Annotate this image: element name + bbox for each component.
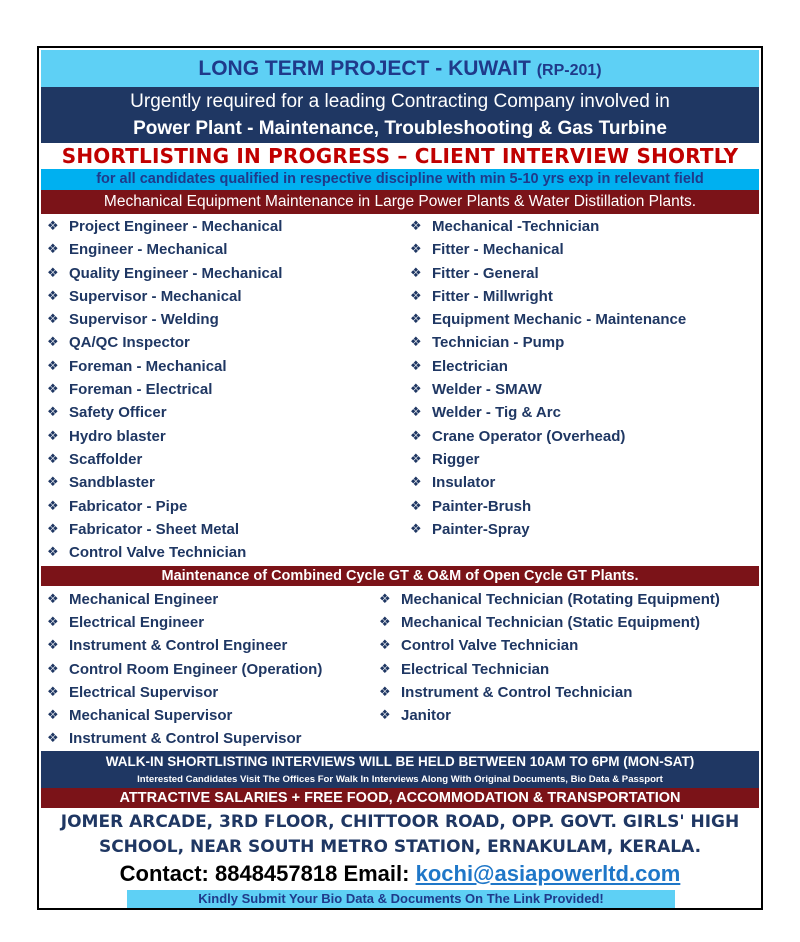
diamond-bullet-icon: ❖ bbox=[47, 312, 59, 328]
diamond-bullet-icon: ❖ bbox=[47, 592, 59, 607]
job-title: Mechanical Technician (Static Equipment) bbox=[401, 614, 700, 632]
job-list-item bbox=[402, 518, 686, 541]
contact-line bbox=[41, 859, 759, 889]
job-list-item bbox=[402, 285, 686, 308]
diamond-bullet-icon: ❖ bbox=[47, 638, 59, 654]
diamond-bullet-icon: ❖ bbox=[47, 358, 59, 374]
job-list-item bbox=[402, 308, 686, 331]
section2-left-list bbox=[39, 588, 322, 750]
diamond-bullet-icon: ❖ bbox=[47, 219, 59, 234]
title-main: LONG TERM PROJECT - bbox=[198, 57, 449, 80]
diamond-bullet-icon: ❖ bbox=[47, 498, 59, 514]
job-list-item bbox=[371, 611, 720, 634]
title-country: KUWAIT bbox=[448, 57, 537, 80]
job-list-item bbox=[39, 285, 282, 308]
diamond-bullet-icon: ❖ bbox=[47, 545, 59, 561]
job-title: Technician - Pump bbox=[432, 334, 565, 352]
diamond-bullet-icon: ❖ bbox=[47, 428, 59, 444]
job-title: Fabricator - Sheet Metal bbox=[69, 520, 240, 538]
job-title: Foreman - Mechanical bbox=[69, 357, 227, 375]
diamond-bullet-icon: ❖ bbox=[379, 592, 391, 607]
title-code: (RP-201) bbox=[536, 62, 602, 79]
job-title: Mechanical Supervisor bbox=[69, 706, 233, 724]
diamond-bullet-icon: ❖ bbox=[47, 731, 59, 747]
diamond-bullet-icon: ❖ bbox=[410, 428, 422, 444]
diamond-bullet-icon: ❖ bbox=[47, 684, 59, 700]
email-link[interactable]: kochi@asiapowerltd.com bbox=[415, 861, 681, 886]
job-title: Control Room Engineer (Operation) bbox=[69, 660, 323, 678]
address-line-1: JOMER ARCADE, 3RD FLOOR, CHITTOOR ROAD, OPP. GOVT. GIRLS' HIGH bbox=[60, 812, 740, 832]
job-list-item bbox=[39, 378, 282, 401]
job-title: Insulator bbox=[432, 474, 496, 492]
diamond-bullet-icon: ❖ bbox=[410, 335, 422, 351]
job-list-item bbox=[39, 588, 322, 611]
job-list-item bbox=[39, 238, 282, 261]
diamond-bullet-icon: ❖ bbox=[410, 451, 422, 467]
benefits-banner: ATTRACTIVE SALARIES + FREE FOOD, ACCOMMODATION & TRANSPORTATION bbox=[41, 788, 759, 808]
job-list-item bbox=[39, 471, 282, 494]
job-title: Equipment Mechanic - Maintenance bbox=[432, 311, 687, 329]
job-list-item bbox=[39, 215, 282, 238]
diamond-bullet-icon: ❖ bbox=[47, 451, 59, 467]
job-list-item bbox=[371, 634, 720, 657]
address-line-2: SCHOOL, NEAR SOUTH METRO STATION, ERNAKULAM, KERALA. bbox=[98, 837, 702, 857]
job-title: Safety Officer bbox=[69, 404, 167, 422]
job-title: Control Valve Technician bbox=[69, 544, 247, 562]
shortlisting-banner: SHORTLISTING IN PROGRESS – CLIENT INTERVIEW SHORTLY bbox=[61, 144, 739, 168]
job-list-item bbox=[39, 425, 282, 448]
diamond-bullet-icon: ❖ bbox=[410, 219, 422, 234]
diamond-bullet-icon: ❖ bbox=[410, 312, 422, 328]
diamond-bullet-icon: ❖ bbox=[47, 335, 59, 351]
job-title: Janitor bbox=[401, 706, 452, 724]
diamond-bullet-icon: ❖ bbox=[47, 288, 59, 304]
diamond-bullet-icon: ❖ bbox=[379, 638, 391, 654]
job-list-item bbox=[39, 727, 322, 750]
diamond-bullet-icon: ❖ bbox=[410, 358, 422, 374]
job-title: Control Valve Technician bbox=[401, 637, 579, 655]
job-list-item bbox=[371, 658, 720, 681]
job-title: Engineer - Mechanical bbox=[69, 241, 228, 259]
job-list-item bbox=[39, 634, 322, 657]
contact-label: Contact: 8848457818 Email: bbox=[119, 861, 416, 886]
job-title: QA/QC Inspector bbox=[69, 334, 190, 352]
job-list-item bbox=[402, 378, 686, 401]
job-list-item bbox=[39, 611, 322, 634]
job-list-item bbox=[402, 238, 686, 261]
job-title: Welder - SMAW bbox=[432, 381, 542, 399]
diamond-bullet-icon: ❖ bbox=[379, 707, 391, 723]
job-list-item bbox=[402, 495, 686, 518]
job-list-item bbox=[402, 425, 686, 448]
diamond-bullet-icon: ❖ bbox=[410, 498, 422, 514]
diamond-bullet-icon: ❖ bbox=[410, 521, 422, 537]
job-list-item bbox=[39, 541, 282, 564]
job-list-item bbox=[39, 704, 322, 727]
section2-right-list bbox=[371, 588, 720, 727]
intro-line: Urgently required for a leading Contracting Company involved in bbox=[41, 87, 759, 116]
job-list-item bbox=[402, 331, 686, 354]
section1-title: Mechanical Equipment Maintenance in Large Power Plants & Water Distillation Plants. bbox=[41, 190, 759, 214]
diamond-bullet-icon: ❖ bbox=[47, 661, 59, 677]
job-list-item bbox=[39, 331, 282, 354]
job-title: Electrical Supervisor bbox=[69, 683, 219, 701]
job-title: Electrical Engineer bbox=[69, 614, 205, 632]
diamond-bullet-icon: ❖ bbox=[410, 382, 422, 398]
job-list-item bbox=[402, 215, 686, 238]
job-title: Hydro blaster bbox=[69, 427, 166, 445]
job-list-item bbox=[39, 658, 322, 681]
job-list-item bbox=[39, 401, 282, 424]
job-list-item bbox=[371, 681, 720, 704]
job-list-item bbox=[39, 308, 282, 331]
job-title: Mechanical Engineer bbox=[69, 591, 219, 608]
industry-line: Power Plant - Maintenance, Troubleshooting & Gas Turbine bbox=[41, 116, 759, 143]
diamond-bullet-icon: ❖ bbox=[379, 661, 391, 677]
visit-note: Interested Candidates Visit The Offices For Walk In Interviews Along With Original Documents, Bio Data & Passport bbox=[41, 772, 759, 788]
job-title: Instrument & Control Technician bbox=[401, 683, 633, 701]
diamond-bullet-icon: ❖ bbox=[47, 475, 59, 491]
job-title: Painter-Brush bbox=[432, 497, 532, 515]
diamond-bullet-icon: ❖ bbox=[410, 265, 422, 281]
job-list-item bbox=[402, 471, 686, 494]
diamond-bullet-icon: ❖ bbox=[47, 265, 59, 281]
job-title: Fabricator - Pipe bbox=[69, 497, 188, 515]
job-list-item bbox=[371, 704, 720, 727]
project-title bbox=[41, 50, 759, 87]
job-list-item bbox=[39, 518, 282, 541]
job-title: Rigger bbox=[432, 450, 480, 468]
job-title: Instrument & Control Supervisor bbox=[69, 730, 302, 748]
job-title: Fitter - Mechanical bbox=[432, 241, 564, 259]
job-title: Supervisor - Mechanical bbox=[69, 287, 242, 305]
job-title: Supervisor - Welding bbox=[69, 311, 219, 329]
job-title: Instrument & Control Engineer bbox=[69, 637, 288, 655]
section2-title: Maintenance of Combined Cycle GT & O&M of Open Cycle GT Plants. bbox=[41, 566, 759, 586]
job-title: Electrical Technician bbox=[401, 660, 550, 678]
job-title: Quality Engineer - Mechanical bbox=[69, 264, 283, 282]
job-list-item bbox=[402, 262, 686, 285]
diamond-bullet-icon: ❖ bbox=[410, 405, 422, 421]
section1-right-list bbox=[402, 215, 686, 541]
walk-in-banner: WALK-IN SHORTLISTING INTERVIEWS WILL BE HELD BETWEEN 10AM TO 6PM (MON-SAT) bbox=[41, 751, 759, 772]
job-list-item bbox=[39, 448, 282, 471]
job-list-item bbox=[39, 355, 282, 378]
section1-left-list bbox=[39, 215, 282, 564]
diamond-bullet-icon: ❖ bbox=[47, 382, 59, 398]
job-title: Mechanical Technician (Rotating Equipment) bbox=[401, 591, 720, 608]
diamond-bullet-icon: ❖ bbox=[410, 242, 422, 258]
job-list-item bbox=[39, 681, 322, 704]
diamond-bullet-icon: ❖ bbox=[47, 405, 59, 421]
diamond-bullet-icon: ❖ bbox=[47, 242, 59, 258]
job-list-item bbox=[402, 355, 686, 378]
job-title: Crane Operator (Overhead) bbox=[432, 427, 626, 445]
advertisement-frame bbox=[37, 46, 763, 910]
job-title: Foreman - Electrical bbox=[69, 381, 213, 399]
qualification-note: for all candidates qualified in respective discipline with min 5-10 yrs exp in relevant field bbox=[41, 169, 759, 190]
job-title: Sandblaster bbox=[69, 474, 155, 492]
diamond-bullet-icon: ❖ bbox=[410, 288, 422, 304]
job-list-item bbox=[371, 588, 720, 611]
job-title: Welder - Tig & Arc bbox=[432, 404, 561, 422]
job-title: Fitter - Millwright bbox=[432, 287, 553, 305]
job-list-item bbox=[39, 495, 282, 518]
diamond-bullet-icon: ❖ bbox=[379, 684, 391, 700]
diamond-bullet-icon: ❖ bbox=[379, 615, 391, 631]
diamond-bullet-icon: ❖ bbox=[410, 475, 422, 491]
diamond-bullet-icon: ❖ bbox=[47, 707, 59, 723]
job-list-item bbox=[402, 401, 686, 424]
job-title: Painter-Spray bbox=[432, 520, 530, 538]
diamond-bullet-icon: ❖ bbox=[47, 615, 59, 631]
job-title: Fitter - General bbox=[432, 264, 539, 282]
job-title: Mechanical -Technician bbox=[432, 218, 600, 235]
job-title: Electrician bbox=[432, 357, 508, 375]
job-title: Scaffolder bbox=[69, 450, 143, 468]
job-list-item bbox=[39, 262, 282, 285]
diamond-bullet-icon: ❖ bbox=[47, 521, 59, 537]
job-list-item bbox=[402, 448, 686, 471]
submit-note: Kindly Submit Your Bio Data & Documents On The Link Provided! bbox=[127, 890, 675, 908]
job-title: Project Engineer - Mechanical bbox=[69, 218, 283, 235]
